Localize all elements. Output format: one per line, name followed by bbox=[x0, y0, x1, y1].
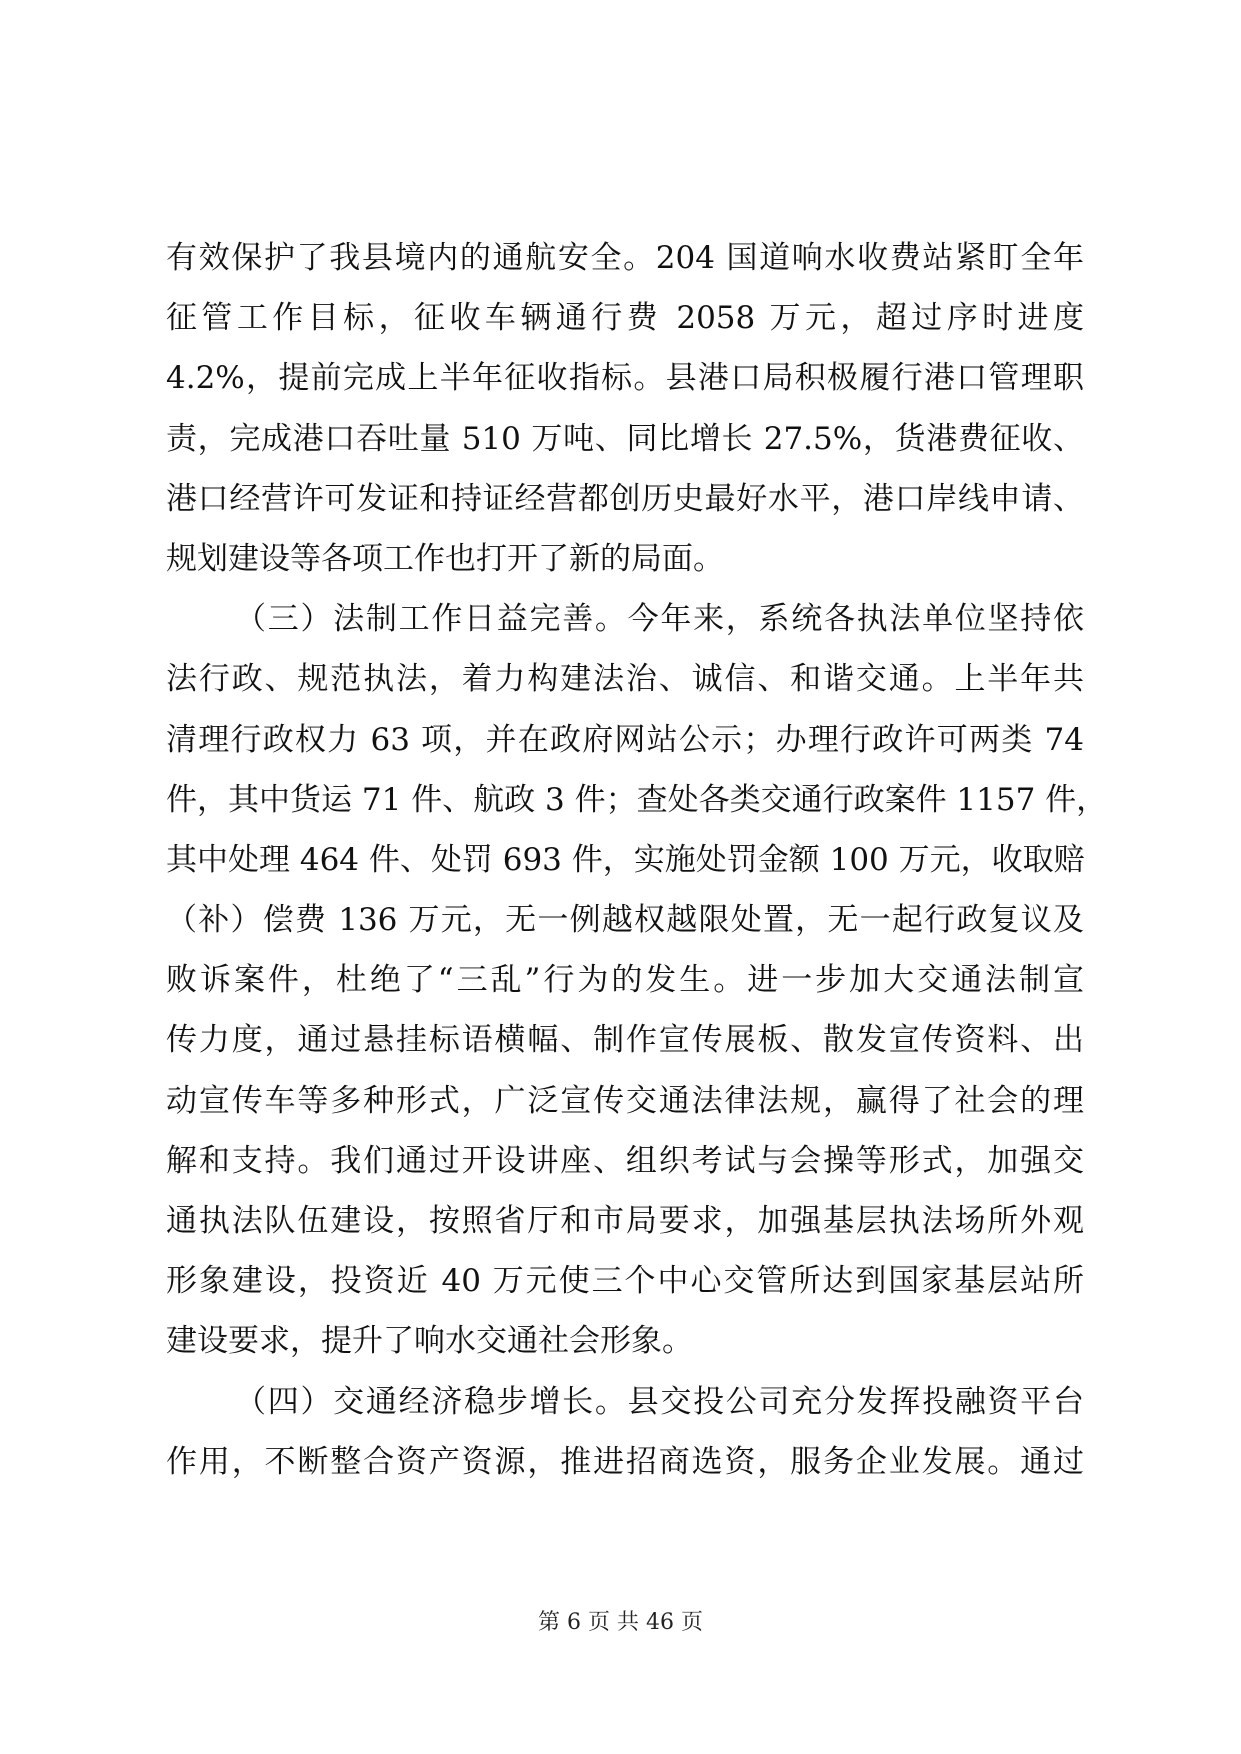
text-line: 作用，不断整合资产资源，推进招商选资，服务企业发展。通过 bbox=[166, 1443, 1084, 1480]
text-line: 传力度，通过悬挂标语横幅、制作宣传展板、散发宣传资料、出 bbox=[166, 1022, 1084, 1059]
text-line: 其中处理 464 件、处罚 693 件，实施处罚金额 100 万元，收取赔 bbox=[166, 841, 1085, 878]
text-line: 征管工作目标，征收车辆通行费 2058 万元，超过序时进度 bbox=[166, 300, 1084, 337]
text-line: 清理行政权力 63 项，并在政府网站公示；办理行政许可两类 74 bbox=[166, 721, 1084, 758]
text-line: 法行政、规范执法，着力构建法治、诚信、和谐交通。上半年共 bbox=[166, 661, 1084, 698]
page-footer: 第 6 页 共 46 页 bbox=[538, 1610, 703, 1635]
section-heading-line: （三）法制工作日益完善。今年来，系统各执法单位坚持依 bbox=[235, 601, 1084, 638]
text-line: 解和支持。我们通过开设讲座、组织考试与会操等形式，加强交 bbox=[166, 1142, 1084, 1179]
text-line: 通执法队伍建设，按照省厅和市局要求，加强基层执法场所外观 bbox=[166, 1203, 1084, 1239]
text-line: （补）偿费 136 万元，无一例越权越限处置，无一起行政复议及 bbox=[166, 902, 1084, 939]
text-line: 有效保护了我县境内的通航安全。204 国道响水收费站紧盯全年 bbox=[166, 240, 1084, 276]
text-line: 建设要求，提升了响水交通社会形象。 bbox=[166, 1323, 693, 1360]
text-line: 4.2%，提前完成上半年征收指标。县港口局积极履行港口管理职 bbox=[166, 360, 1084, 397]
text-line: 港口经营许可发证和持证经营都创历史最好水平，港口岸线申请、 bbox=[166, 480, 1084, 517]
text-line: 败诉案件，杜绝了“三乱”行为的发生。进一步加大交通法制宣 bbox=[166, 962, 1084, 999]
text-line: 件，其中货运 71 件、航政 3 件；查处各类交通行政案件 1157 件， bbox=[166, 781, 1108, 818]
text-line: 责，完成港口吞吐量 510 万吨、同比增长 27.5%，货港费征收、 bbox=[166, 420, 1084, 457]
text-line: 动宣传车等多种形式，广泛宣传交通法律法规，赢得了社会的理 bbox=[166, 1082, 1084, 1119]
document-body bbox=[166, 228, 1108, 1492]
section-heading-line: （四）交通经济稳步增长。县交投公司充分发挥投融资平台 bbox=[235, 1383, 1084, 1420]
text-line: 形象建设，投资近 40 万元使三个中心交管所达到国家基层站所 bbox=[166, 1263, 1084, 1300]
text-line: 规划建设等各项工作也打开了新的局面。 bbox=[166, 540, 724, 577]
